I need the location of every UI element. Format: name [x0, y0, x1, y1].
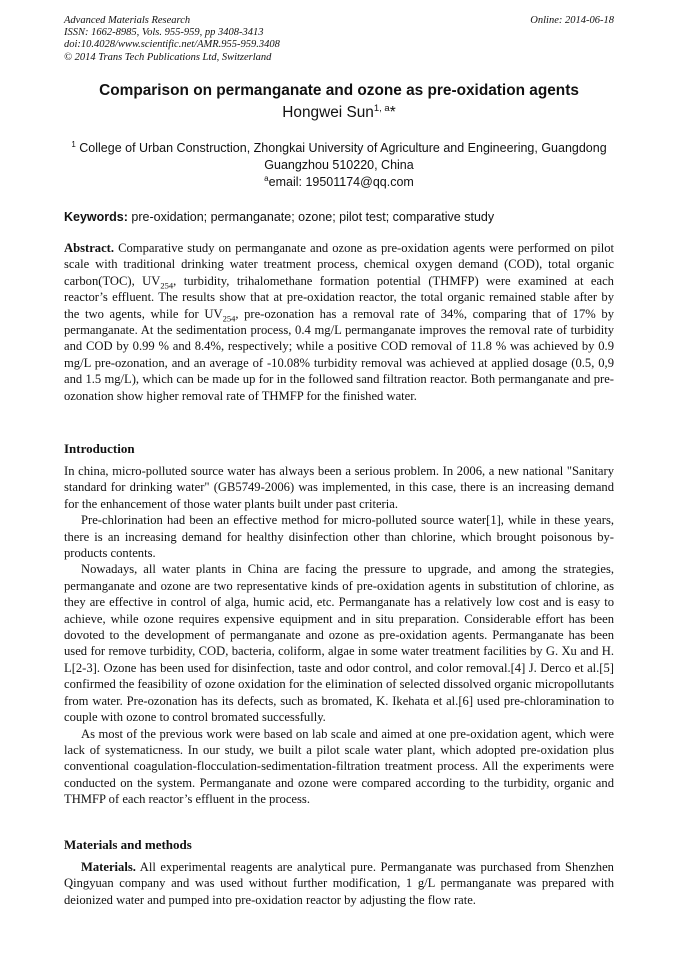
keywords	[64, 210, 614, 224]
uv-subscript-1: 254	[160, 280, 174, 291]
affiliation-line-1	[64, 137, 614, 157]
keywords-text: pre-oxidation; permanganate; ozone; pilot test; comparative study	[131, 210, 495, 224]
materials-body	[64, 859, 614, 908]
corresponding-mark: *	[389, 104, 396, 122]
intro-paragraph-3: Nowadays, all water plants in China are facing the pressure to upgrade, and among the strategies, permanganate and ozone are two representative kinds of pre-oxidation agents in substitution of chlorine, as they are effective in control of alga, humic acid, etc. Permanganate has a relatively low cost and is easy to achieve, while ozone requires expensive equipment and in situ preparation. Considerable effort has been dovoted to the development of permanganate and ozone as pre-oxidation agents. Permanganate has been used for remove turbidity, COD, bacteria, coliform, algae in some water treatment facilities by G. Xu and H. L[2-3]. Ozone has been used for disinfection, taste and odor control, and color removal.[4] J. Derco et al.[5] confirmed the feasibility of ozone oxidation for the elimination of selected dissolved organic micropollutants from water. Pre-ozonation has its defects, such as bromated, K. Ikehata et al.[6] used pre-chloramination to couple with ozone to control bromated successfully.	[64, 562, 614, 725]
email-superscript: a	[264, 174, 269, 183]
affiliation-line-2: Guangzhou 510220, China	[264, 157, 414, 172]
introduction-body	[64, 463, 614, 808]
intro-paragraph-1: In china, micro-polluted source water has always been a serious problem. In 2006, a new national "Sanitary standard for drinking water" (GB5749-2006) was implemented, in this case, there is an increasing demand for the enhancement of those water plants built under past criteria.	[64, 464, 614, 511]
materials-label: Materials.	[81, 860, 136, 874]
email-text: email: 19501174@qq.com	[268, 175, 414, 190]
journal-name: Advanced Materials Research	[64, 15, 191, 26]
materials-text: All experimental reagents are analytical pure. Permanganate was purchased from Shenzhen Qingyuan company and was used without further modification, 1 g/L permanganate was prepared with deionized water and pumped into pre-oxidation reactor by adjusting the flow rate.	[64, 860, 614, 907]
materials-paragraph	[64, 859, 614, 908]
author-line	[0, 103, 678, 122]
issn-line: ISSN: 1662-8985, Vols. 955-959, pp 3408-3413	[64, 27, 264, 39]
doi-line: doi:10.4028/www.scientific.net/AMR.955-959.3408	[64, 39, 280, 51]
online-date: Online: 2014-06-18	[530, 15, 614, 26]
abstract	[64, 240, 614, 404]
author-email	[0, 174, 678, 189]
affiliation-superscript: 1	[71, 140, 76, 149]
abstract-label: Abstract.	[64, 241, 115, 255]
keywords-label: Keywords:	[64, 210, 128, 224]
copyright-line: © 2014 Trans Tech Publications Ltd, Switzerland	[64, 51, 272, 63]
materials-heading: Materials and methods	[64, 837, 192, 852]
journal-header	[64, 15, 614, 64]
affiliation-text-1: College of Urban Construction, Zhongkai University of Agriculture and Engineering, Guangdong	[79, 141, 607, 156]
abstract-text-3: , pre-ozonation has a removal rate of 34%, comparing that of 17% by permanganate. At the sedimentation process, 0.4 mg/L permanganate improves the removal rate of turbidity and COD by 0.99 % and 8.4%, respectively; while a positive COD removal of 11.8 % was achieved by 0.9 mg/L pre-ozonation, and an average of -10.08% turbidity removal was achieved at applied dosage (0.5, 0,9 and 1.5 mg/L), which can be made up for in the followed sand filtration reactor. Both permanganate and pre-ozonation show higher removal rate of THMFP for the finished water.	[64, 306, 614, 403]
abstract-text-2: , turbidity, trihalomethane formation potential (THMFP) were examined at each reactor’s effluent. The results show that at pre-oxidation reactor, the total organic remained stable after by the two agents, while for UV	[64, 273, 614, 321]
author-name: Hongwei Sun	[282, 104, 374, 122]
paper-title: Comparison on permanganate and ozone as pre-oxidation agents	[99, 82, 579, 99]
author-superscript: 1, a	[373, 103, 390, 114]
affiliation	[64, 137, 614, 174]
introduction-heading: Introduction	[64, 441, 135, 456]
uv-subscript-2: 254	[222, 313, 236, 324]
abstract-paragraph	[64, 240, 614, 404]
intro-paragraph-4: As most of the previous work were based on lab scale and aimed at one pre-oxidation agent, which were lack of systematicness. In our study, we built a pilot scale water plant, which adopted pre-oxidation plus conventional coagulation-flocculation-sedimentation-filtration treatment process. All the experiments were conducted on the system. Permanganate and ozone were compared according to the turbidity, organic and THMFP of each reactor’s effluent in the process.	[64, 726, 614, 807]
intro-paragraph-2: Pre-chlorination had been an effective method for micro-polluted source water[1], while in these years, there is an increasing demand for healthy disinfection other than chlorine, which brought poisonous by-products contents.	[64, 513, 614, 561]
abstract-text-1: Comparative study on permanganate and ozone as pre-oxidation agents were performed on pilot scale with traditional drinking water treatment process, chemical oxygen demand (COD), total organic carbon(TOC), UV	[64, 241, 615, 288]
